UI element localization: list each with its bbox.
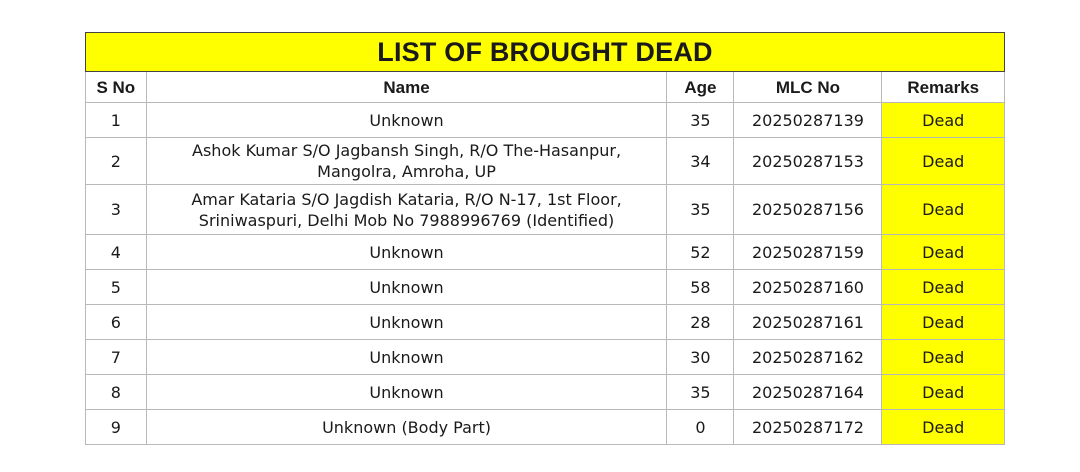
table-row [86, 185, 1005, 235]
cell-remarks: Dead [882, 340, 1005, 375]
table-row [86, 410, 1005, 445]
cell-name: Unknown [146, 305, 667, 340]
cell-remarks: Dead [882, 103, 1005, 138]
cell-name: Ashok Kumar S/O Jagbansh Singh, R/O The-Hasanpur, Mangolra, Amroha, UP [146, 138, 667, 185]
cell-age: 35 [667, 185, 734, 235]
table-row [86, 270, 1005, 305]
table-row [86, 375, 1005, 410]
cell-age: 28 [667, 305, 734, 340]
cell-name: Unknown [146, 270, 667, 305]
cell-mlc-no: 20250287161 [734, 305, 882, 340]
cell-remarks: Dead [882, 375, 1005, 410]
cell-age: 58 [667, 270, 734, 305]
cell-sno: 3 [86, 185, 147, 235]
table-title: LIST OF BROUGHT DEAD [86, 33, 1005, 72]
cell-mlc-no: 20250287159 [734, 235, 882, 270]
title-row [86, 33, 1005, 72]
cell-mlc-no: 20250287164 [734, 375, 882, 410]
header-sno: S No [86, 72, 147, 103]
brought-dead-table [85, 32, 1005, 445]
cell-mlc-no: 20250287139 [734, 103, 882, 138]
cell-sno: 6 [86, 305, 147, 340]
cell-name: Unknown (Body Part) [146, 410, 667, 445]
table-row [86, 305, 1005, 340]
header-remarks: Remarks [882, 72, 1005, 103]
cell-remarks: Dead [882, 138, 1005, 185]
table-row [86, 340, 1005, 375]
table-row [86, 138, 1005, 185]
cell-name: Unknown [146, 235, 667, 270]
header-mlc-no: MLC No [734, 72, 882, 103]
cell-remarks: Dead [882, 235, 1005, 270]
brought-dead-sheet [85, 32, 1005, 445]
table-row [86, 103, 1005, 138]
cell-name: Amar Kataria S/O Jagdish Kataria, R/O N-17, 1st Floor, Sriniwaspuri, Delhi Mob No 7988996769 (Identified) [146, 185, 667, 235]
cell-sno: 7 [86, 340, 147, 375]
cell-mlc-no: 20250287162 [734, 340, 882, 375]
cell-sno: 2 [86, 138, 147, 185]
cell-sno: 8 [86, 375, 147, 410]
cell-name: Unknown [146, 375, 667, 410]
cell-mlc-no: 20250287172 [734, 410, 882, 445]
header-row [86, 72, 1005, 103]
cell-age: 30 [667, 340, 734, 375]
cell-age: 35 [667, 375, 734, 410]
header-name: Name [146, 72, 667, 103]
cell-name: Unknown [146, 103, 667, 138]
table-row [86, 235, 1005, 270]
cell-sno: 5 [86, 270, 147, 305]
cell-name: Unknown [146, 340, 667, 375]
cell-age: 52 [667, 235, 734, 270]
cell-sno: 1 [86, 103, 147, 138]
header-age: Age [667, 72, 734, 103]
cell-mlc-no: 20250287160 [734, 270, 882, 305]
cell-remarks: Dead [882, 305, 1005, 340]
cell-sno: 4 [86, 235, 147, 270]
cell-remarks: Dead [882, 410, 1005, 445]
cell-mlc-no: 20250287153 [734, 138, 882, 185]
cell-age: 34 [667, 138, 734, 185]
cell-age: 35 [667, 103, 734, 138]
cell-age: 0 [667, 410, 734, 445]
cell-remarks: Dead [882, 270, 1005, 305]
cell-remarks: Dead [882, 185, 1005, 235]
cell-sno: 9 [86, 410, 147, 445]
cell-mlc-no: 20250287156 [734, 185, 882, 235]
